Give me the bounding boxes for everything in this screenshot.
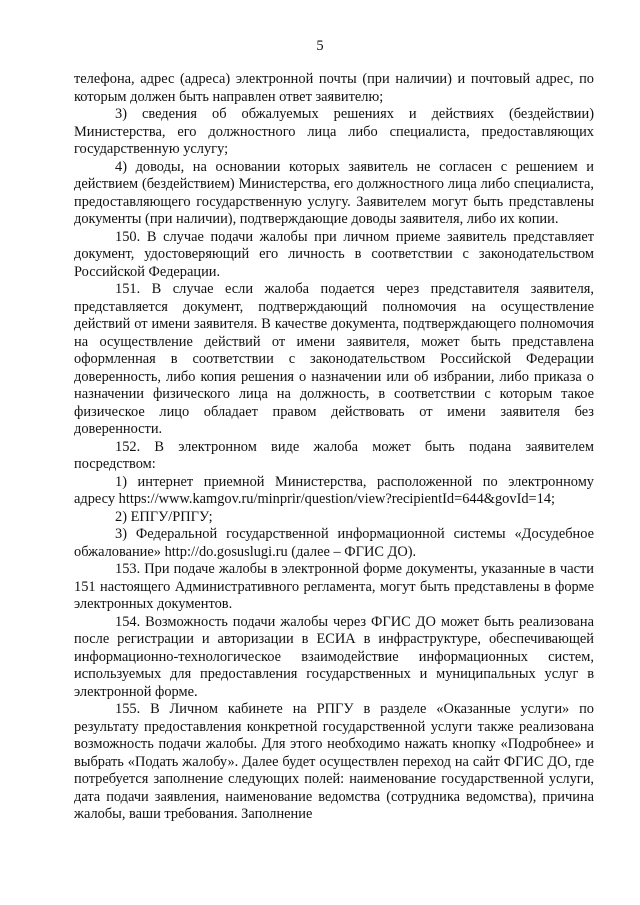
paragraph-item-4: 4) доводы, на основании которых заявитель не согласен с решением и действием (бездействием) Министерства, его должностного лица либо специалиста, предоставляющего государственную услугу. Заявителем могут быть представлены документы (при наличии), подтверждающие доводы заявителя, либо их копии. (74, 158, 594, 227)
page-number: 5 (316, 38, 324, 54)
paragraph-153: 153. При подаче жалобы в электронной форме документы, указанные в части 151 настоящего Административного регламента, могут быть представлены в форме электронных документов. (74, 561, 594, 612)
paragraph-150: 150. В случае подачи жалобы при личном приеме заявитель представляет документ, удостоверяющий его личность в соответствии с законодательством Российской Федерации. (74, 228, 594, 280)
paragraph-152-item-1: 1) интернет приемной Министерства, расположенной по электронному адресу https://www.kamgov.ru/minprir/question/view?recipientId=644&govId=14; (74, 473, 594, 507)
paragraph-continuation: телефона, адрес (адреса) электронной почты (при наличии) и почтовый адрес, по которым должен быть направлен ответ заявителю; (74, 71, 594, 105)
paragraph-154: 154. Возможность подачи жалобы через ФГИС ДО может быть реализована после регистрации и авторизации в ЕСИА в инфраструктуре, обеспечивающей информационно-технологическое взаимодействие информационных систем, используемых для предоставления государственных и муниципальных услуг в электронной форме. (74, 613, 594, 700)
paragraph-152: 152. В электронном виде жалоба может быть подана заявителем посредством: (74, 438, 594, 472)
paragraph-152-item-2: 2) ЕПГУ/РПГУ; (115, 508, 213, 525)
paragraph-151: 151. В случае если жалоба подается через представителя заявителя, представляется документ, подтверждающий полномочия на осуществление действий от имени заявителя. В качестве документа, подтверждающего полномочия на осуществление действий от имени заявителя, может быть представлена оформленная в соответствии с законодательством Российской Федерации доверенность, либо копия решения о назначении или об избрании, либо приказа о назначении физического лица на должность, в соответствии с которым такое физическое лицо обладает правом действовать от имени заявителя без доверенности. (74, 281, 594, 437)
paragraph-item-3: 3) сведения об обжалуемых решениях и действиях (бездействии) Министерства, его должностного лица либо специалиста, предоставляющих государственную услугу; (74, 106, 594, 157)
document-body (74, 71, 594, 824)
paragraph-155: 155. В Личном кабинете на РПГУ в разделе «Оказанные услуги» по результату предоставления конкретной государственной услуги также реализована возможность подачи жалобы. Для этого необходимо нажать кнопку «Подробнее» и выбрать «Подать жалобу». Далее будет осуществлен переход на сайт ФГИС ДО, где потребуется заполнение следующих полей: наименование государственной услуги, дата подачи заявления, наименование ведомства (сотрудника ведомства), причина жалобы, ваши требования. Заполнение (74, 701, 594, 822)
paragraph-152-item-3: 3) Федеральной государственной информационной системы «Досудебное обжалование» http://do.gosuslugi.ru (далее – ФГИС ДО). (74, 526, 594, 560)
